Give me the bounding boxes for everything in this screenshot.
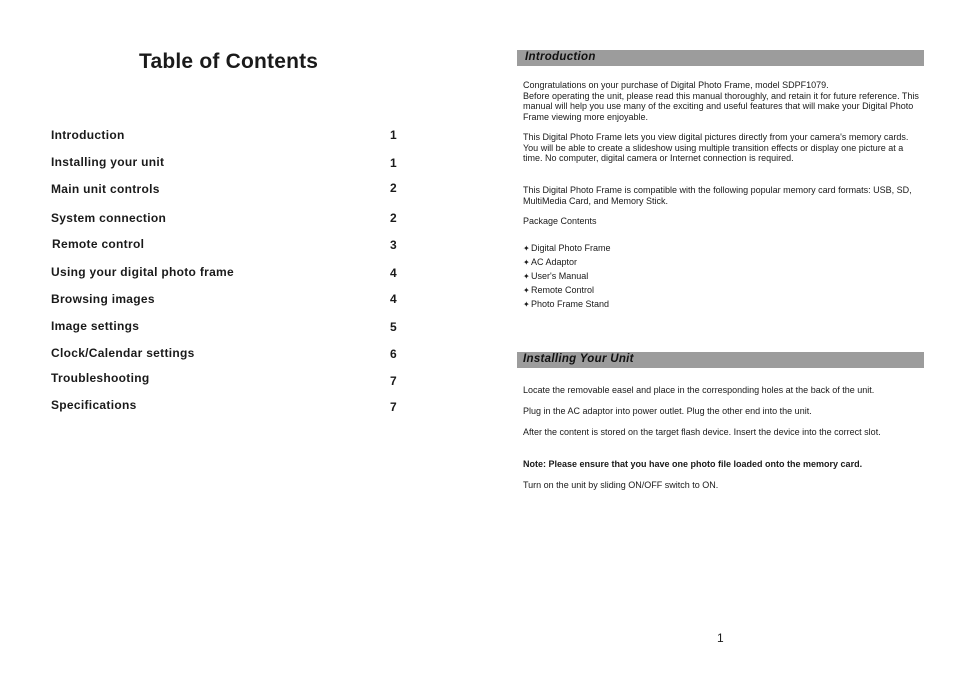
bullet-icon: ✦ xyxy=(523,258,530,267)
toc-entry-page: 7 xyxy=(390,374,397,388)
toc-entry-page: 5 xyxy=(390,320,397,334)
toc-entry-main-unit-controls[interactable] xyxy=(51,182,401,198)
toc-entry-page: 3 xyxy=(390,238,397,252)
install-easel-text: Locate the removable easel and place in the corresponding holes at the back of the unit. xyxy=(523,385,875,395)
toc-entry-introduction[interactable] xyxy=(51,128,401,144)
toc-entry-label: Image settings xyxy=(51,319,140,333)
installing-paragraph-3 xyxy=(523,427,923,438)
toc-entry-label: Browsing images xyxy=(51,292,155,306)
list-item xyxy=(523,271,823,285)
package-item-label: Remote Control xyxy=(531,285,595,295)
intro-view-pictures-text: This Digital Photo Frame lets you view digital pictures directly from your camera's memory cards. You will be able to create a slideshow using multiple transition effects or display one picture at a time. No computer, digital camera or Internet connection is required. xyxy=(523,132,909,164)
introduction-paragraph-3 xyxy=(523,185,923,206)
list-item xyxy=(523,243,823,257)
intro-compatibility-text: This Digital Photo Frame is compatible with the following popular memory card formats: USB, SD, MultiMedia Card, and Memory Stick. xyxy=(523,185,912,206)
toc-entry-label: Specifications xyxy=(51,398,137,412)
installing-section-header xyxy=(517,352,924,368)
package-item-label: Photo Frame Stand xyxy=(531,299,610,309)
toc-entry-label: System connection xyxy=(51,211,167,225)
toc-entry-page: 4 xyxy=(390,266,397,280)
toc-entry-remote-control[interactable] xyxy=(51,237,401,253)
toc-entry-page: 1 xyxy=(390,156,397,170)
bullet-icon: ✦ xyxy=(523,244,530,253)
package-item-label: AC Adaptor xyxy=(531,257,578,267)
toc-entry-label: Troubleshooting xyxy=(51,371,150,385)
bullet-icon: ✦ xyxy=(523,300,530,309)
list-item xyxy=(523,285,823,299)
package-item-label: Digital Photo Frame xyxy=(531,243,611,253)
toc-entry-label: Introduction xyxy=(51,128,125,142)
introduction-heading: Introduction xyxy=(525,51,596,63)
toc-entry-page: 1 xyxy=(390,128,397,142)
toc-entry-page: 6 xyxy=(390,347,397,361)
introduction-paragraph-2 xyxy=(523,132,923,164)
toc-entry-using-your-digital-photo-frame[interactable] xyxy=(51,265,401,281)
package-item-label: User's Manual xyxy=(531,271,589,281)
toc-entry-page: 2 xyxy=(390,211,397,225)
install-power-switch-text: Turn on the unit by sliding ON/OFF switch to ON. xyxy=(523,480,719,490)
page-number: 1 xyxy=(717,631,724,645)
installing-note xyxy=(523,459,923,470)
introduction-section-header xyxy=(517,50,924,66)
package-contents-list xyxy=(523,243,823,313)
package-contents-heading xyxy=(523,216,923,227)
toc-entry-browsing-images[interactable] xyxy=(51,292,401,308)
toc-entry-page: 7 xyxy=(390,400,397,414)
intro-before-operating-text: Before operating the unit, please read this manual thoroughly, and retain it for future reference. This manual will help you use many of the exciting and useful features that will make your Digital Photo Frame viewing more enjoyable. xyxy=(523,90,919,122)
bullet-icon: ✦ xyxy=(523,272,530,281)
toc-entry-image-settings[interactable] xyxy=(51,319,401,335)
intro-congratulations-text: Congratulations on your purchase of Digital Photo Frame, model SDPF1079. xyxy=(523,80,829,90)
install-note-text: Note: Please ensure that you have one photo file loaded onto the memory card. xyxy=(523,459,863,469)
toc-title: Table of Contents xyxy=(139,50,319,73)
toc-entry-page: 4 xyxy=(390,292,397,306)
toc-entry-label: Remote control xyxy=(52,237,145,251)
toc-entry-label: Main unit controls xyxy=(51,182,160,196)
install-adaptor-text: Plug in the AC adaptor into power outlet. Plug the other end into the unit. xyxy=(523,406,812,416)
list-item xyxy=(523,299,823,313)
toc-entry-label: Installing your unit xyxy=(51,155,165,169)
installing-paragraph-2 xyxy=(523,406,923,417)
toc-entry-installing-your-unit[interactable] xyxy=(51,155,401,171)
bullet-icon: ✦ xyxy=(523,286,530,295)
toc-entry-label: Clock/Calendar settings xyxy=(51,346,195,360)
package-contents-title: Package Contents xyxy=(523,216,597,226)
toc-entry-clock-calendar-settings[interactable] xyxy=(51,346,401,362)
list-item xyxy=(523,257,823,271)
introduction-paragraph-1 xyxy=(523,80,923,122)
toc-entry-system-connection[interactable] xyxy=(51,211,401,227)
toc-entry-page: 2 xyxy=(390,181,397,195)
installing-heading: Installing Your Unit xyxy=(523,353,634,365)
toc-entry-specifications[interactable] xyxy=(51,398,401,414)
install-flash-device-text: After the content is stored on the target flash device. Insert the device into the correct slot. xyxy=(523,427,881,437)
installing-paragraph-4 xyxy=(523,480,923,491)
installing-paragraph-1 xyxy=(523,385,923,396)
toc-entry-label: Using your digital photo frame xyxy=(51,265,235,279)
toc-entry-troubleshooting[interactable] xyxy=(51,371,401,387)
